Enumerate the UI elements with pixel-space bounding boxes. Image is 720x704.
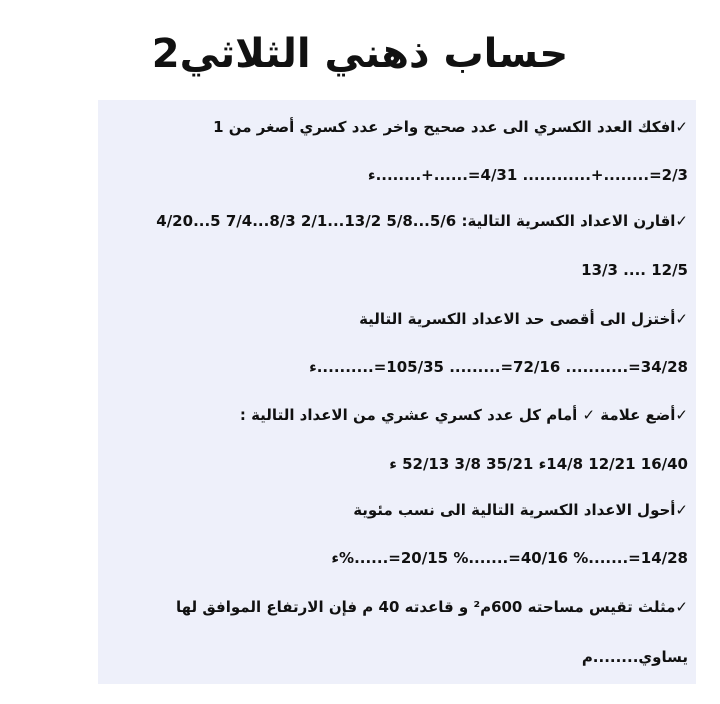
page-title: حساب ذهني الثلاثي2 (151, 31, 569, 77)
exercise-5-question: ✓أحول الاعداد الكسرية التالية الى نسب مئوية (353, 501, 688, 519)
exercise-5-answer: 14/28=.......% 40/16=.......% 20/15=......%ء (331, 549, 688, 567)
exercise-2-answer: 13/3 .... 12/5 (581, 261, 688, 279)
exercise-4-question: ✓أضع علامة ✓ أمام كل عدد كسري عشري من الاعداد التالية : (239, 406, 688, 424)
exercise-1-question: ✓افكك العدد الكسري الى عدد صحيح واخر عدد كسري أصغر من 1 (213, 118, 688, 136)
exercise-6-question: ✓مثلث تقيس مساحته 600م² و قاعدته 40 م فإن الارتفاع الموافق لها (176, 598, 688, 616)
exercise-2-question: ✓اقارن الاعداد الكسرية التالية: 5/6...5/8 13/2...2/1 8/3...7/4 5...4/20 (156, 212, 688, 230)
exercise-6-answer: يساوي........م (581, 648, 688, 666)
exercise-3-question: ✓أختزل الى أقصى حد الاعداد الكسرية التالية (359, 310, 688, 328)
exercise-4-answer: 16/40 12/21 14/8ء 35/21 3/8 52/13 ء (389, 455, 688, 473)
exercise-1-answer: 2/3=........+............ 4/31=......+........ء (367, 166, 688, 184)
exercise-3-answer: 34/28=........... 72/16=......... 105/35=..........ء (309, 358, 688, 376)
